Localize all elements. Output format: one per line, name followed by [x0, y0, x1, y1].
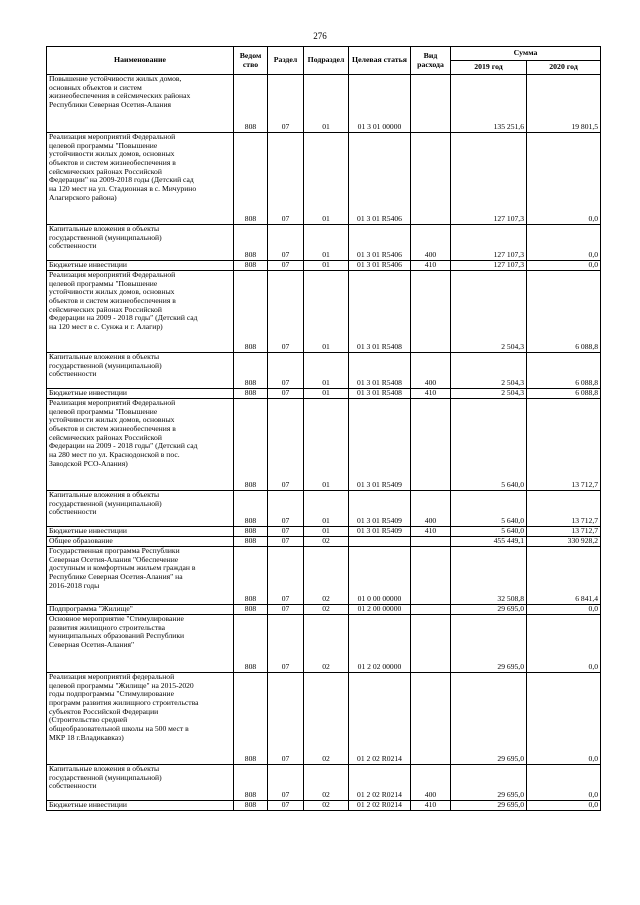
row-name: Бюджетные инвестиции: [47, 389, 234, 399]
table-row: [47, 527, 601, 537]
table-row: [47, 615, 601, 673]
row-name: Капитальные вложения в объекты государственной (муниципальной) собственности: [47, 353, 234, 389]
row-razdel: 07: [268, 527, 304, 537]
row-name: Государственная программа Республики Северная Осетия-Алания "Обеспечение доступным и комфортным жильем граждан в Республике Северная Осетия-Алания" на 2016-2018 годы: [47, 547, 234, 605]
row-podrazdel: 01: [304, 133, 349, 225]
row-razdel: 07: [268, 399, 304, 491]
row-vedomstvo: 808: [234, 527, 268, 537]
table-row: [47, 801, 601, 811]
row-vedomstvo: 808: [234, 673, 268, 765]
row-sum-2019: 29 695,0: [451, 605, 527, 615]
row-expense-type: [411, 133, 451, 225]
row-sum-2019: 2 504,3: [451, 271, 527, 353]
row-razdel: 07: [268, 271, 304, 353]
row-razdel: 07: [268, 261, 304, 271]
row-sum-2020: 0,0: [527, 605, 601, 615]
row-vedomstvo: 808: [234, 133, 268, 225]
row-vedomstvo: 808: [234, 491, 268, 527]
table-row: [47, 353, 601, 389]
row-sum-2020: 13 712,7: [527, 491, 601, 527]
row-vedomstvo: 808: [234, 537, 268, 547]
header-podrazdel: Подраздел: [304, 47, 349, 75]
row-razdel: 07: [268, 765, 304, 801]
row-podrazdel: 02: [304, 537, 349, 547]
row-sum-2020: 0,0: [527, 673, 601, 765]
row-target-article: 01 3 01 00000: [349, 75, 411, 133]
row-expense-type: 400: [411, 765, 451, 801]
row-sum-2020: 0,0: [527, 133, 601, 225]
row-sum-2020: 13 712,7: [527, 399, 601, 491]
header-vedomstvo: Ведом ство: [234, 47, 268, 75]
row-sum-2020: 6 841,4: [527, 547, 601, 605]
row-expense-type: 400: [411, 491, 451, 527]
table-row: [47, 399, 601, 491]
row-expense-type: [411, 547, 451, 605]
row-expense-type: 400: [411, 225, 451, 261]
row-expense-type: [411, 75, 451, 133]
row-sum-2019: 2 504,3: [451, 353, 527, 389]
row-vedomstvo: 808: [234, 271, 268, 353]
table-header: [47, 47, 601, 75]
row-name: Капитальные вложения в объекты государственной (муниципальной) собственности: [47, 491, 234, 527]
row-target-article: 01 3 01 R5409: [349, 527, 411, 537]
row-razdel: 07: [268, 225, 304, 261]
row-sum-2020: 6 088,8: [527, 389, 601, 399]
row-podrazdel: 01: [304, 353, 349, 389]
row-sum-2020: 0,0: [527, 615, 601, 673]
row-podrazdel: 02: [304, 801, 349, 811]
row-expense-type: 410: [411, 389, 451, 399]
row-podrazdel: 01: [304, 75, 349, 133]
table-row: [47, 605, 601, 615]
row-podrazdel: 01: [304, 527, 349, 537]
row-sum-2019: 5 640,0: [451, 527, 527, 537]
row-sum-2020: 6 088,8: [527, 353, 601, 389]
row-target-article: 01 3 01 R5409: [349, 491, 411, 527]
row-razdel: 07: [268, 547, 304, 605]
row-vedomstvo: 808: [234, 75, 268, 133]
row-sum-2019: 127 107,3: [451, 225, 527, 261]
row-podrazdel: 01: [304, 491, 349, 527]
row-name: Бюджетные инвестиции: [47, 261, 234, 271]
row-name: Бюджетные инвестиции: [47, 527, 234, 537]
row-target-article: 01 2 02 R0214: [349, 673, 411, 765]
row-name: Капитальные вложения в объекты государственной (муниципальной) собственности: [47, 225, 234, 261]
row-sum-2020: 0,0: [527, 765, 601, 801]
row-name: Реализация мероприятий федеральной целевой программы "Жилище" на 2015-2020 годы подпрограммы "Стимулирование программ развития жилищного строительства субъектов Российской Федерации (Строительство средней общеобразовательной школы на 500 мест в МКР 18 г.Владикавказ): [47, 673, 234, 765]
row-sum-2019: 135 251,6: [451, 75, 527, 133]
row-razdel: 07: [268, 389, 304, 399]
row-expense-type: 400: [411, 353, 451, 389]
row-target-article: 01 3 01 R5406: [349, 225, 411, 261]
header-name: Наименование: [47, 47, 234, 75]
table-row: [47, 537, 601, 547]
row-sum-2020: 6 088,8: [527, 271, 601, 353]
row-sum-2019: 29 695,0: [451, 673, 527, 765]
row-sum-2020: 0,0: [527, 261, 601, 271]
row-podrazdel: 01: [304, 261, 349, 271]
row-name: Основное мероприятие "Стимулирование развития жилищного строительства муниципальных образований Республики Северная Осетия-Алания": [47, 615, 234, 673]
row-podrazdel: 01: [304, 225, 349, 261]
table-row: [47, 389, 601, 399]
row-sum-2019: 5 640,0: [451, 491, 527, 527]
header-razdel: Раздел: [268, 47, 304, 75]
table-row: [47, 133, 601, 225]
row-podrazdel: 02: [304, 547, 349, 605]
table-row: [47, 75, 601, 133]
row-name: Общее образование: [47, 537, 234, 547]
row-sum-2019: 127 107,3: [451, 261, 527, 271]
row-name: Бюджетные инвестиции: [47, 801, 234, 811]
row-razdel: 07: [268, 605, 304, 615]
row-podrazdel: 02: [304, 765, 349, 801]
row-vedomstvo: 808: [234, 261, 268, 271]
row-target-article: 01 2 02 R0214: [349, 801, 411, 811]
row-expense-type: [411, 615, 451, 673]
row-expense-type: [411, 673, 451, 765]
row-sum-2020: 13 712,7: [527, 527, 601, 537]
row-sum-2020: 0,0: [527, 801, 601, 811]
row-sum-2020: 0,0: [527, 225, 601, 261]
row-vedomstvo: 808: [234, 615, 268, 673]
row-razdel: 07: [268, 537, 304, 547]
row-razdel: 07: [268, 353, 304, 389]
table-row: [47, 547, 601, 605]
row-vedomstvo: 808: [234, 389, 268, 399]
header-year-2020: 2020 год: [527, 61, 601, 75]
row-vedomstvo: 808: [234, 353, 268, 389]
table-row: [47, 491, 601, 527]
row-target-article: 01 2 00 00000: [349, 605, 411, 615]
row-razdel: 07: [268, 615, 304, 673]
row-target-article: [349, 537, 411, 547]
row-razdel: 07: [268, 673, 304, 765]
row-expense-type: [411, 537, 451, 547]
row-name: Капитальные вложения в объекты государственной (муниципальной) собственности: [47, 765, 234, 801]
row-podrazdel: 01: [304, 271, 349, 353]
row-target-article: 01 3 01 R5408: [349, 389, 411, 399]
row-razdel: 07: [268, 75, 304, 133]
row-target-article: 01 3 01 R5409: [349, 399, 411, 491]
row-name: Реализация мероприятий Федеральной целевой программы "Повышение устойчивости жилых домов, основных объектов и систем жизнеобеспечения в сейсмических районах Российской Федерации" на 2009-2018 годы (Детский сад на 120 мест на ул. Стадионная в с. Мичурино Алагирского района): [47, 133, 234, 225]
header-expense-type: Вид расхода: [411, 47, 451, 75]
budget-table: [46, 46, 601, 811]
row-target-article: 01 3 01 R5406: [349, 261, 411, 271]
row-vedomstvo: 808: [234, 801, 268, 811]
row-podrazdel: 02: [304, 673, 349, 765]
row-sum-2019: 32 508,8: [451, 547, 527, 605]
row-sum-2020: 19 801,5: [527, 75, 601, 133]
table-row: [47, 765, 601, 801]
row-target-article: 01 0 00 00000: [349, 547, 411, 605]
row-name: Повышение устойчивости жилых домов, основных объектов и систем жизнеобеспечения в сейсмических районах Республики Северная Осетия-Алания: [47, 75, 234, 133]
header-sum: Сумма: [451, 47, 601, 61]
row-name: Подпрограмма "Жилище": [47, 605, 234, 615]
row-vedomstvo: 808: [234, 765, 268, 801]
row-expense-type: 410: [411, 801, 451, 811]
row-sum-2020: 330 928,2: [527, 537, 601, 547]
row-sum-2019: 29 695,0: [451, 765, 527, 801]
header-target-article: Целевая статья: [349, 47, 411, 75]
row-expense-type: 410: [411, 261, 451, 271]
row-vedomstvo: 808: [234, 605, 268, 615]
row-razdel: 07: [268, 491, 304, 527]
row-podrazdel: 01: [304, 389, 349, 399]
row-sum-2019: 2 504,3: [451, 389, 527, 399]
row-target-article: 01 3 01 R5408: [349, 271, 411, 353]
table-body: [47, 75, 601, 811]
row-name: Реализация мероприятий Федеральной целевой программы "Повышение устойчивости жилых домов, основных объектов и систем жизнеобеспечения в сейсмических районах Российской Федерации на 2009 - 2018 годы" (Детский сад на 120 мест в с. Сунжа и г. Алагир): [47, 271, 234, 353]
table-row: [47, 261, 601, 271]
row-podrazdel: 01: [304, 399, 349, 491]
row-sum-2019: 455 449,1: [451, 537, 527, 547]
row-razdel: 07: [268, 801, 304, 811]
row-expense-type: [411, 399, 451, 491]
row-expense-type: 410: [411, 527, 451, 537]
row-vedomstvo: 808: [234, 547, 268, 605]
row-target-article: 01 2 02 00000: [349, 615, 411, 673]
row-vedomstvo: 808: [234, 399, 268, 491]
row-expense-type: [411, 271, 451, 353]
table-row: [47, 673, 601, 765]
row-sum-2019: 29 695,0: [451, 801, 527, 811]
row-target-article: 01 3 01 R5408: [349, 353, 411, 389]
row-razdel: 07: [268, 133, 304, 225]
row-podrazdel: 02: [304, 615, 349, 673]
row-sum-2019: 127 107,3: [451, 133, 527, 225]
row-target-article: 01 3 01 R5406: [349, 133, 411, 225]
row-target-article: 01 2 02 R0214: [349, 765, 411, 801]
row-podrazdel: 02: [304, 605, 349, 615]
page-number: 276: [313, 31, 327, 41]
table-row: [47, 225, 601, 261]
header-year-2019: 2019 год: [451, 61, 527, 75]
table-row: [47, 271, 601, 353]
row-vedomstvo: 808: [234, 225, 268, 261]
row-sum-2019: 29 695,0: [451, 615, 527, 673]
row-name: Реализация мероприятий Федеральной целевой программы "Повышение устойчивости жилых домов, основных объектов и систем жизнеобеспечения в сейсмических районах Российской Федерации на 2009 - 2018 годы" (Детский сад на 280 мест по ул. Краснодонской в пос. Заводской РСО-Алания): [47, 399, 234, 491]
row-expense-type: [411, 605, 451, 615]
row-sum-2019: 5 640,0: [451, 399, 527, 491]
